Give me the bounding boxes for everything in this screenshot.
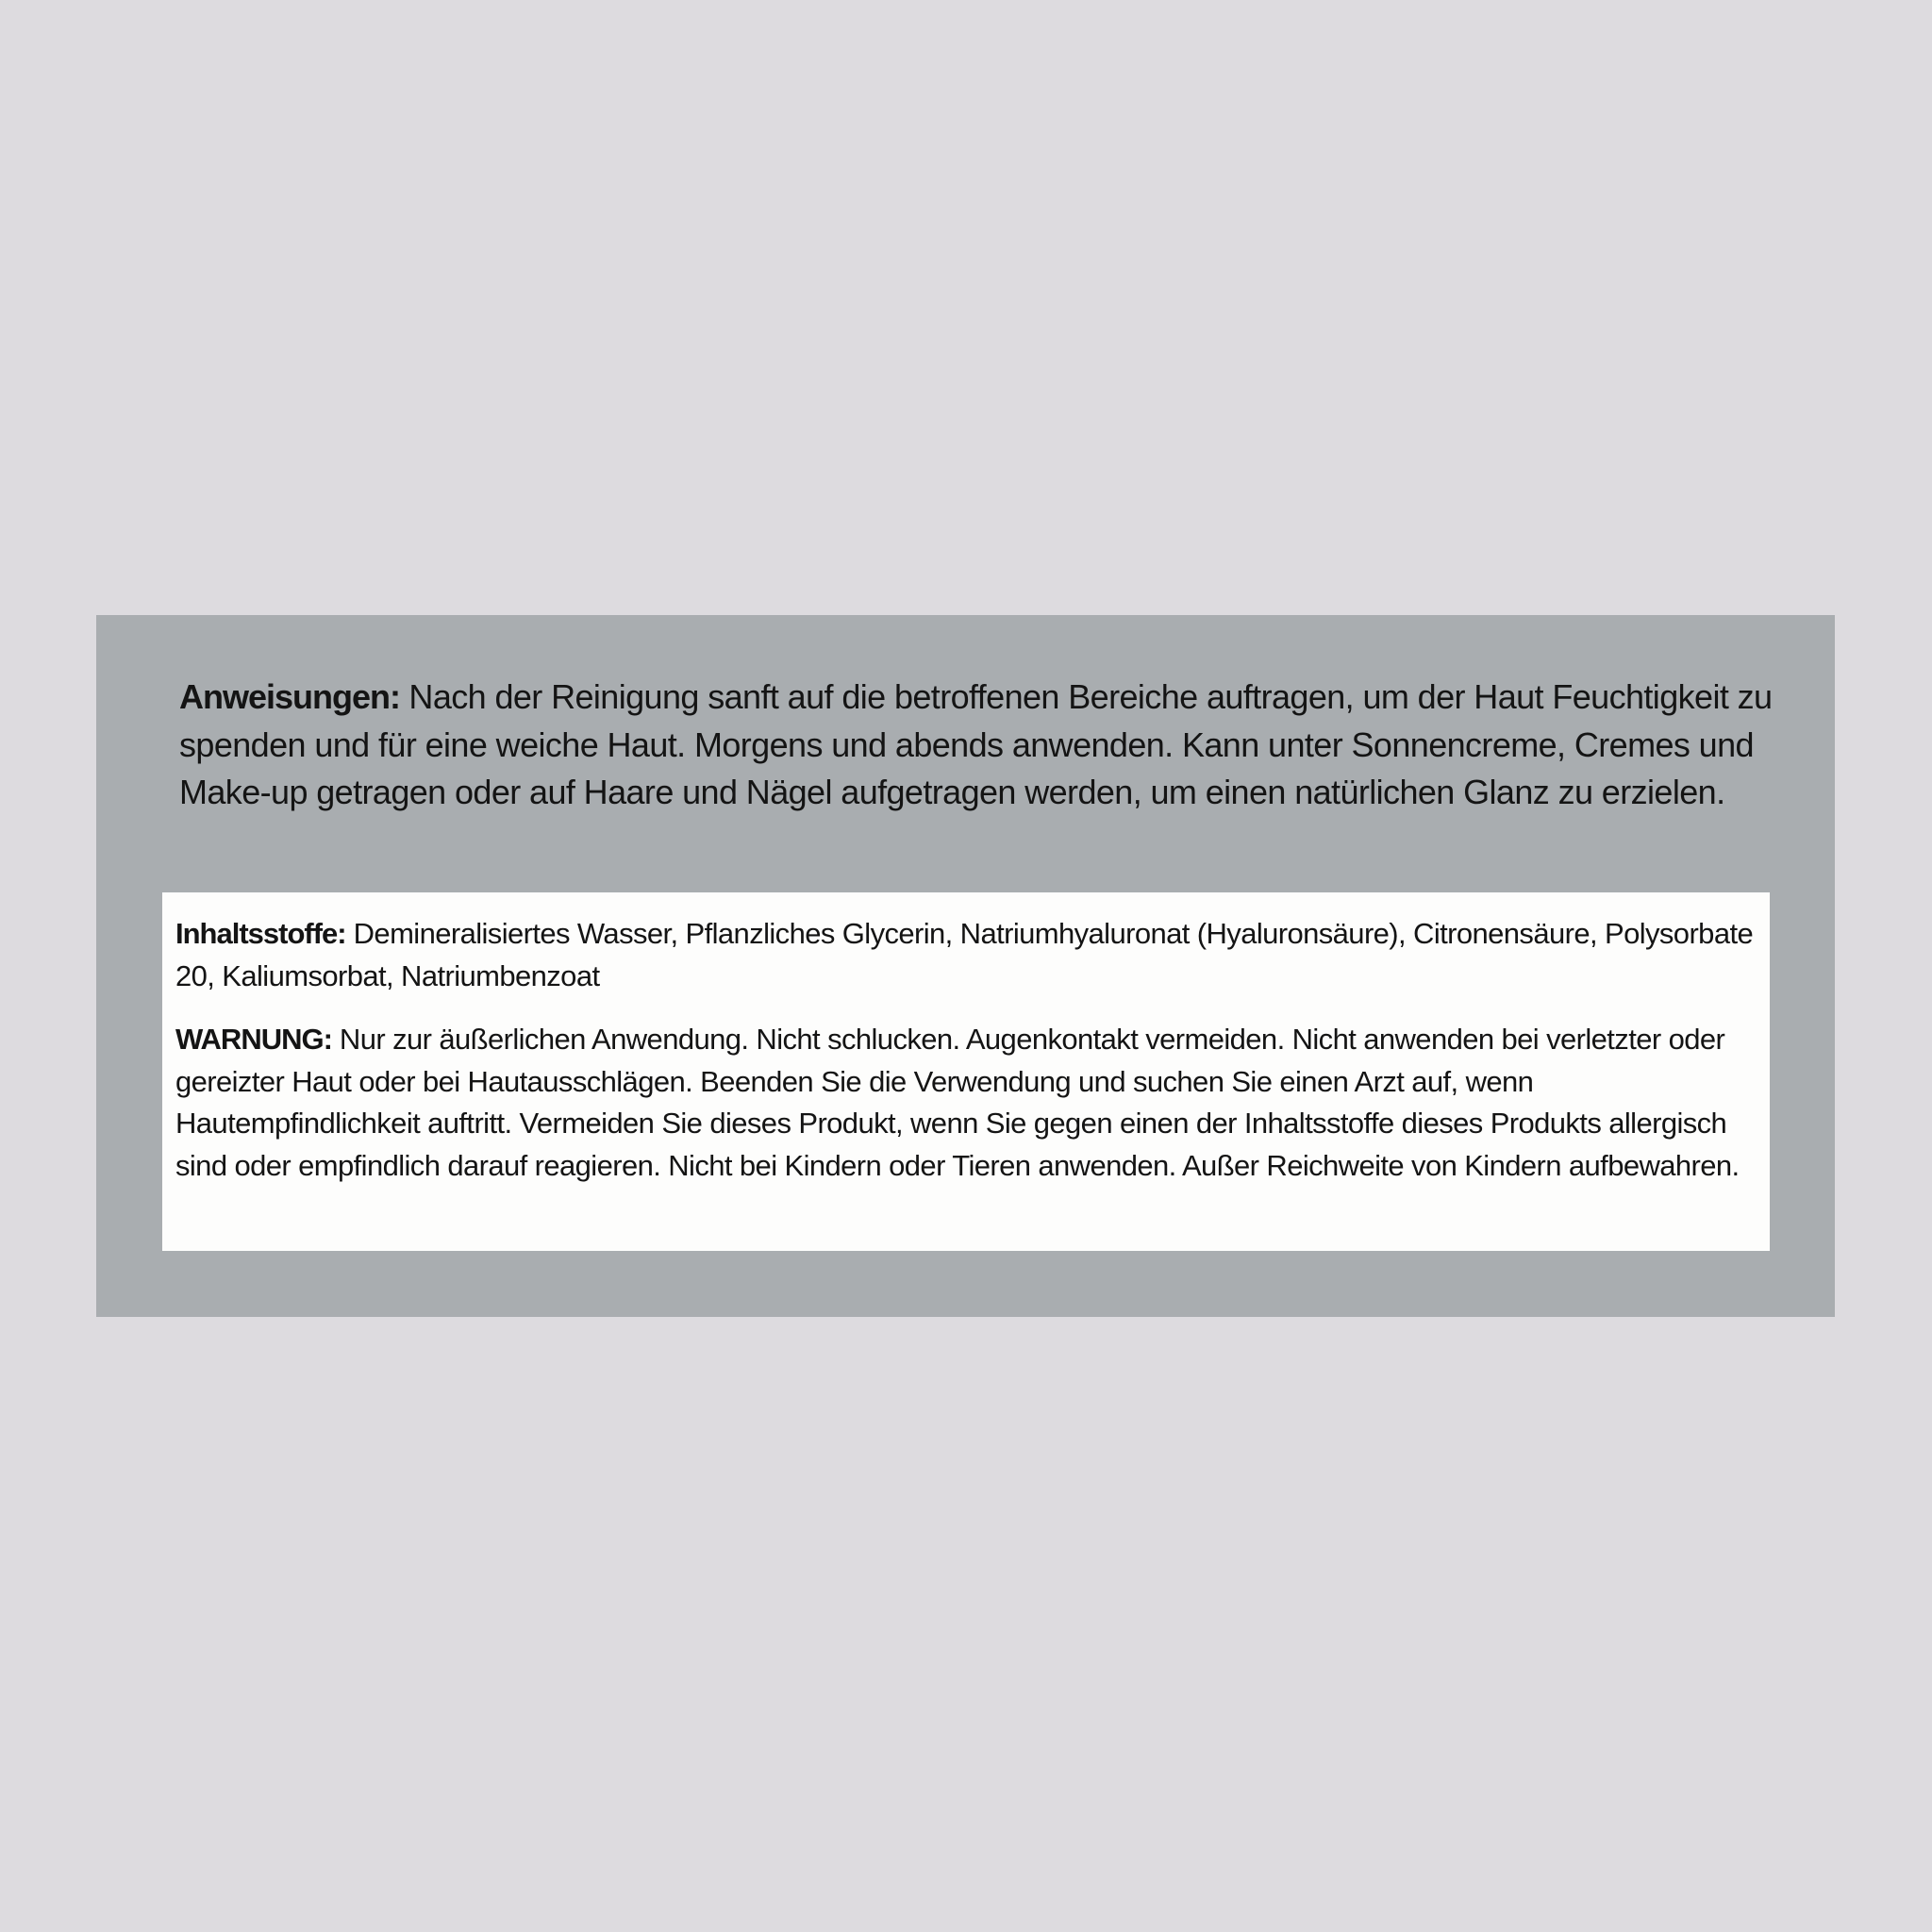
product-label-panel xyxy=(96,615,1835,1317)
warning-text: Nur zur äußerlichen Anwendung. Nicht schlucken. Augenkontakt vermeiden. Nicht anwenden bei verletzter oder gereizter Haut oder bei Hautausschlägen. Beenden Sie die Verwendung und suchen Sie einen Arzt auf, wenn Hautempfindlichkeit auftritt. Vermeiden Sie dieses Produkt, wenn Sie gegen einen der Inhaltsstoffe dieses Produkts allergisch sind oder empfindlich darauf reagieren. Nicht bei Kindern oder Tieren anwenden. Außer Reichweite von Kindern aufbewahren. xyxy=(175,1023,1740,1182)
ingredients-label: Inhaltsstoffe: xyxy=(175,917,346,950)
directions-paragraph xyxy=(179,674,1774,817)
ingredients-warning-box xyxy=(162,892,1770,1251)
directions-label: Anweisungen: xyxy=(179,677,401,716)
directions-text: Nach der Reinigung sanft auf die betroffenen Bereiche auftragen, um der Haut Feuchtigkeit zu spenden und für eine weiche Haut. Morgens und abends anwenden. Kann unter Sonnencreme, Cremes und Make-up getragen oder auf Haare und Nägel aufgetragen werden, um einen natürlichen Glanz zu erzielen. xyxy=(179,677,1773,811)
warning-paragraph xyxy=(175,1019,1760,1187)
ingredients-text: Demineralisiertes Wasser, Pflanzliches Glycerin, Natriumhyaluronat (Hyaluronsäure), Citronensäure, Polysorbate 20, Kaliumsorbat, Natriumbenzoat xyxy=(175,917,1754,992)
ingredients-paragraph xyxy=(175,913,1760,997)
warning-label: WARNUNG: xyxy=(175,1023,332,1056)
